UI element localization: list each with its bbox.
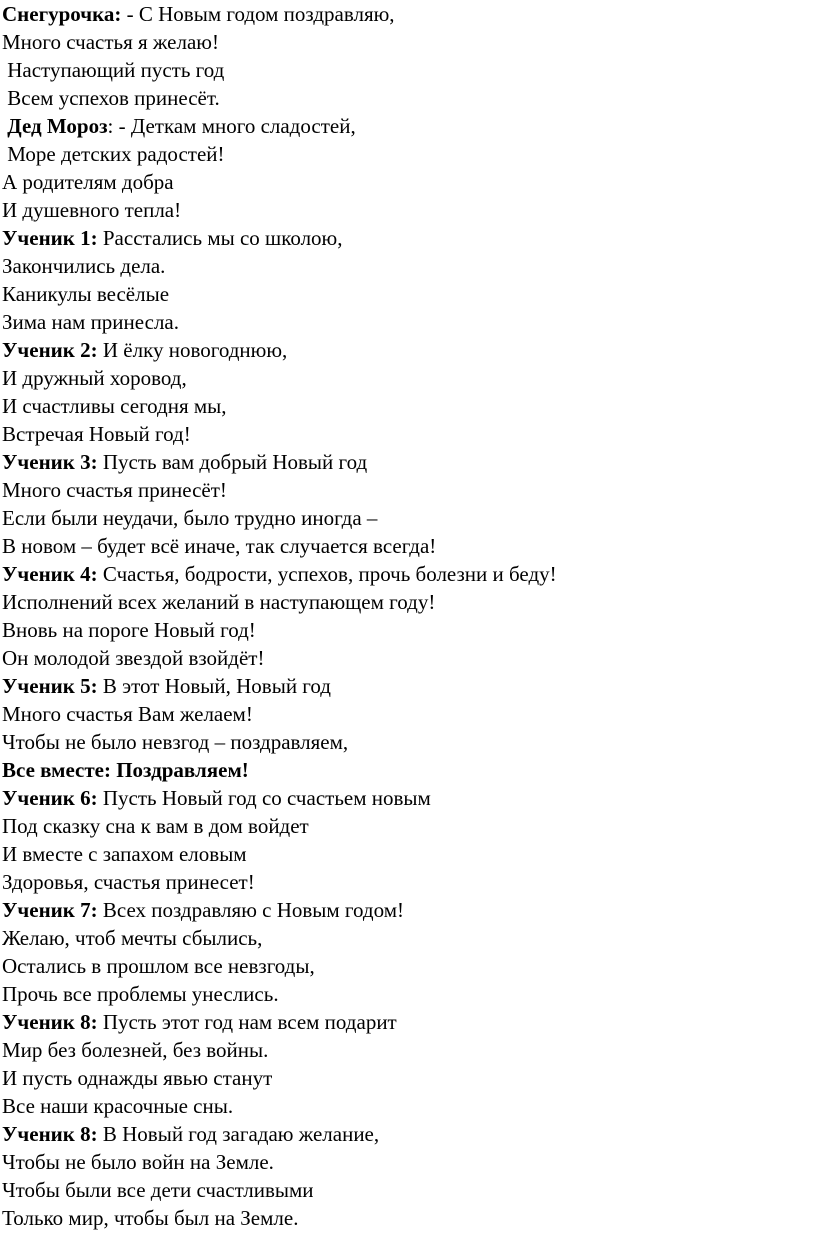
speaker-name: Ученик 1: — [2, 226, 98, 250]
poem-line — [2, 420, 816, 448]
line-text: И пусть однажды явью станут — [2, 1066, 273, 1090]
poem-line — [2, 56, 816, 84]
speaker-name: Ученик 2: — [2, 338, 98, 362]
line-text: И вместе с запахом еловым — [2, 842, 247, 866]
poem-line — [2, 924, 816, 952]
poem-line — [2, 0, 816, 28]
poem-line — [2, 1204, 816, 1232]
poem-line — [2, 588, 816, 616]
line-text: Встречая Новый год! — [2, 422, 191, 446]
poem-line — [2, 168, 816, 196]
poem-line — [2, 392, 816, 420]
poem-line — [2, 336, 816, 364]
line-text: Много счастья я желаю! — [2, 30, 219, 54]
line-text: Он молодой звездой взойдёт! — [2, 646, 265, 670]
line-text: Море детских радостей! — [2, 142, 225, 166]
speaker-name: Ученик 7: — [2, 898, 98, 922]
poem-line — [2, 448, 816, 476]
poem-line — [2, 140, 816, 168]
poem-line — [2, 840, 816, 868]
line-text: И ёлку новогоднюю, — [97, 338, 288, 362]
line-text: Все наши красочные сны. — [2, 1094, 234, 1118]
poem-line — [2, 504, 816, 532]
poem-line — [2, 1176, 816, 1204]
line-text: Каникулы весёлые — [2, 282, 170, 306]
line-text: Мир без болезней, без войны. — [2, 1038, 269, 1062]
line-text: Прочь все проблемы унеслись. — [2, 982, 279, 1006]
speaker-name: Ученик 3: — [2, 450, 98, 474]
poem-line — [2, 252, 816, 280]
poem-line — [2, 1008, 816, 1036]
poem-line — [2, 28, 816, 56]
line-text: Много счастья принесёт! — [2, 478, 227, 502]
line-text: Закончились дела. — [2, 254, 166, 278]
speaker-name: Ученик 8: — [2, 1122, 98, 1146]
line-text: Расстались мы со школою, — [97, 226, 343, 250]
poem-line — [2, 112, 816, 140]
line-text: Чтобы не было войн на Земле. — [2, 1150, 274, 1174]
line-text: - С Новым годом поздравляю, — [121, 2, 395, 26]
line-text: Поздравляем! — [110, 758, 249, 782]
poem-line — [2, 364, 816, 392]
poem-line — [2, 1036, 816, 1064]
poem-line — [2, 280, 816, 308]
poem-line — [2, 644, 816, 672]
line-text: Если были неудачи, было трудно иногда – — [2, 506, 378, 530]
line-text: И дружный хоровод, — [2, 366, 187, 390]
line-text: Всем успехов принесёт. — [2, 86, 220, 110]
poem-line — [2, 1092, 816, 1120]
line-text: Вновь на пороге Новый год! — [2, 618, 256, 642]
poem-line — [2, 224, 816, 252]
speaker-name: Ученик 5: — [2, 674, 98, 698]
poem-line — [2, 616, 816, 644]
poem-line — [2, 812, 816, 840]
line-text: Пусть Новый год со счастьем новым — [97, 786, 431, 810]
line-text: И счастливы сегодня мы, — [2, 394, 227, 418]
line-text: В новом – будет всё иначе, так случается всегда! — [2, 534, 437, 558]
poem-line — [2, 1120, 816, 1148]
poem-line — [2, 84, 816, 112]
poem-line — [2, 560, 816, 588]
poem-line — [2, 784, 816, 812]
line-text: : - Деткам много сладостей, — [107, 114, 356, 138]
line-text: Пусть этот год нам всем подарит — [97, 1010, 397, 1034]
poem-line — [2, 672, 816, 700]
line-text: Зима нам принесла. — [2, 310, 180, 334]
poem-line — [2, 700, 816, 728]
line-text: Только мир, чтобы был на Земле. — [2, 1206, 299, 1230]
line-text: А родителям добра — [2, 170, 174, 194]
line-text: Всех поздравляю с Новым годом! — [97, 898, 404, 922]
line-text: Много счастья Вам желаем! — [2, 702, 253, 726]
speaker-name: Ученик 4: — [2, 562, 98, 586]
poem-line — [2, 1148, 816, 1176]
line-text: И душевного тепла! — [2, 198, 182, 222]
poem-line — [2, 980, 816, 1008]
poem-line — [2, 728, 816, 756]
line-text: Пусть вам добрый Новый год — [97, 450, 368, 474]
poem-line — [2, 1064, 816, 1092]
line-text: Счастья, бодрости, успехов, прочь болезни и беду! — [97, 562, 557, 586]
line-text: Чтобы не было невзгод – поздравляем, — [2, 730, 349, 754]
line-text: В Новый год загадаю желание, — [97, 1122, 380, 1146]
poem-line — [2, 896, 816, 924]
line-text: Остались в прошлом все невзгоды, — [2, 954, 315, 978]
poem-line — [2, 868, 816, 896]
line-text: Под сказку сна к вам в дом войдет — [2, 814, 309, 838]
speaker-name: Снегурочка: — [2, 2, 122, 26]
poem-line — [2, 756, 816, 784]
line-text: Здоровья, счастья принесет! — [2, 870, 255, 894]
line-text: Желаю, чтоб мечты сбылись, — [2, 926, 263, 950]
poem-line — [2, 308, 816, 336]
speaker-name: Ученик 6: — [2, 786, 98, 810]
poem-line — [2, 196, 816, 224]
speaker-name: Дед Мороз — [2, 114, 108, 138]
line-text: Чтобы были все дети счастливыми — [2, 1178, 314, 1202]
poem-line — [2, 532, 816, 560]
line-text: Наступающий пусть год — [2, 58, 225, 82]
speaker-name: Ученик 8: — [2, 1010, 98, 1034]
poem-line — [2, 476, 816, 504]
line-text: В этот Новый, Новый год — [97, 674, 331, 698]
poem-line — [2, 952, 816, 980]
speaker-name: Все вместе: — [2, 758, 111, 782]
line-text: Исполнений всех желаний в наступающем году! — [2, 590, 436, 614]
